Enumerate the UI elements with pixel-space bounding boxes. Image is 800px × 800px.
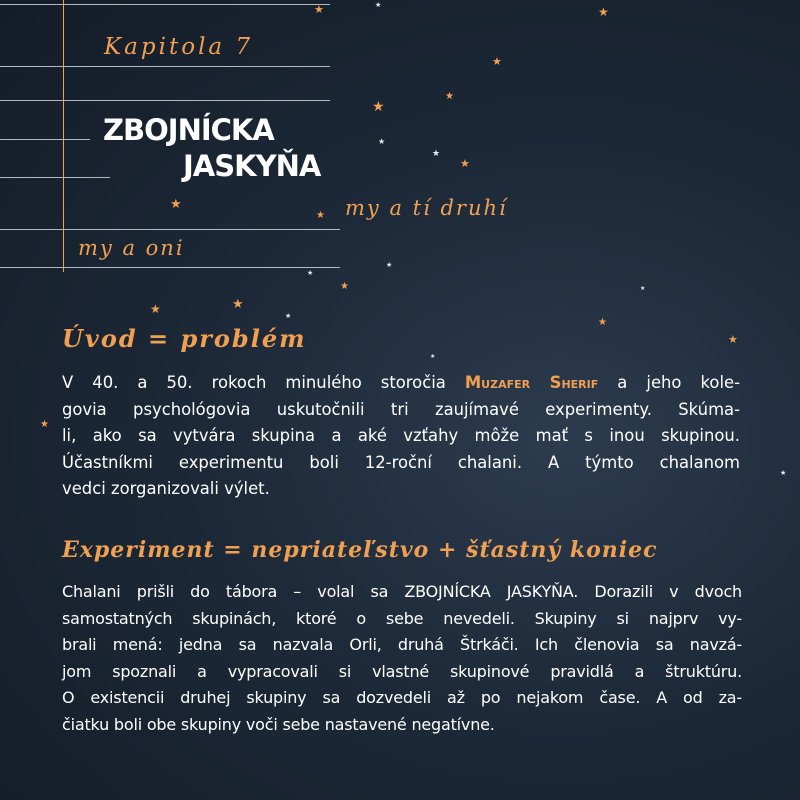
star-icon: ★ bbox=[232, 297, 244, 312]
paragraph-line: O existencii druhej skupiny sa dozvedeli až po nejakom čase. A od za- bbox=[62, 688, 742, 707]
star-icon: ★ bbox=[640, 285, 646, 292]
paragraph-line: brali mená: jedna sa nazvala Orli, druhá Štrkáči. Ich členovia sa navzá- bbox=[62, 635, 742, 654]
star-icon: ★ bbox=[492, 55, 502, 68]
paragraph-line: čiatku boli obe skupiny voči sebe nastavené negatívne. bbox=[62, 714, 495, 734]
star-icon: ★ bbox=[460, 157, 470, 170]
star-icon: ★ bbox=[386, 261, 393, 269]
star-icon: ★ bbox=[285, 312, 292, 320]
paragraph-line: jom spoznali a vypracovali si vlastné skupinové pravidlá a štruktúru. bbox=[62, 661, 742, 681]
ruled-line bbox=[0, 4, 330, 5]
star-icon: ★ bbox=[598, 5, 609, 19]
paragraph-line: vedci zorganizovali výlet. bbox=[62, 479, 270, 498]
paragraph-line: govia psychológovia uskutočnili tri zaujímavé experimenty. Skúma- bbox=[62, 399, 740, 419]
handwritten-us: my a oni bbox=[78, 236, 185, 260]
chapter-title-line1: ZBOJNÍCKA bbox=[103, 113, 274, 147]
handwritten-them: my a tí druhí bbox=[345, 196, 508, 220]
star-icon: ★ bbox=[375, 1, 382, 9]
star-icon: ★ bbox=[150, 302, 161, 316]
section-experiment-body bbox=[62, 579, 742, 738]
star-icon: ★ bbox=[780, 469, 787, 477]
ruled-line bbox=[0, 177, 110, 178]
star-icon: ★ bbox=[40, 419, 49, 430]
star-icon: ★ bbox=[170, 197, 182, 212]
paragraph-line: Chalani prišli do tábora – volal sa ZBOJNÍCKA JASKYŇA. Dorazili v dvoch bbox=[62, 582, 742, 601]
section-experiment-heading: Experiment = nepriateľstvo + šťastný koniec bbox=[62, 537, 658, 563]
ruled-line bbox=[0, 267, 340, 268]
star-icon: ★ bbox=[378, 137, 386, 146]
margin-line bbox=[63, 0, 64, 272]
star-icon: ★ bbox=[340, 281, 349, 292]
star-icon: ★ bbox=[430, 353, 436, 360]
section-intro-body bbox=[62, 370, 740, 503]
section-intro-heading: Úvod = problém bbox=[62, 324, 307, 353]
star-icon: ★ bbox=[314, 3, 324, 16]
paragraph-line: Účastníkmi experimentu boli 12-roční chalani. A týmto chalanom bbox=[62, 452, 740, 472]
paragraph-line: li, ako sa vytvára skupina a aké vzťahy môže mať s inou skupinou. bbox=[62, 426, 740, 445]
star-icon: ★ bbox=[432, 149, 441, 159]
ruled-line bbox=[0, 100, 330, 101]
chapter-title-line2: JASKYŇA bbox=[183, 149, 321, 183]
researcher-name: Muzafer Sherif bbox=[464, 373, 599, 392]
ruled-line bbox=[0, 229, 340, 230]
ruled-line bbox=[0, 66, 330, 67]
star-icon: ★ bbox=[316, 210, 325, 221]
paragraph-line: samostatných skupinách, ktoré o sebe nevedeli. Skupiny si najprv vy- bbox=[62, 608, 742, 628]
star-icon: ★ bbox=[445, 91, 454, 102]
star-icon: ★ bbox=[307, 269, 314, 277]
star-icon: ★ bbox=[728, 333, 738, 346]
star-icon: ★ bbox=[372, 99, 385, 115]
ruled-line bbox=[0, 139, 90, 140]
star-icon: ★ bbox=[598, 317, 607, 328]
paragraph-line: V 40. a 50. rokoch minulého storočia Muzafer Sherif a jeho kole- bbox=[62, 373, 740, 392]
chapter-label: Kapitola 7 bbox=[104, 34, 254, 60]
